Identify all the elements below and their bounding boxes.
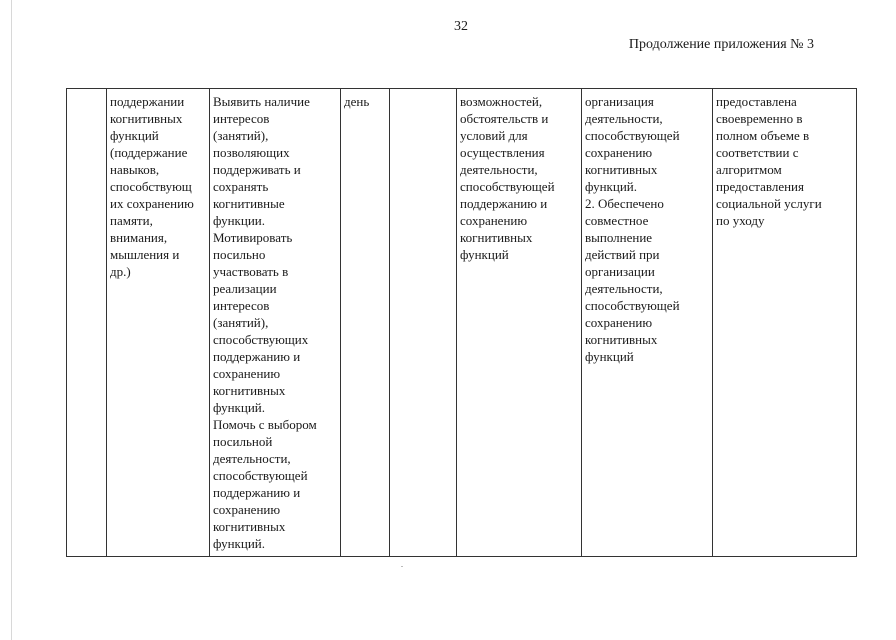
table-row bbox=[67, 89, 857, 557]
table-cell-evaluation: предоставлена своевременно в полном объеме в соответствии с алгоритмом предоставления социальной услуги по уходу bbox=[713, 89, 857, 557]
table-cell-duration bbox=[390, 89, 457, 557]
appendix-continuation-note: Продолжение приложения № 3 bbox=[628, 37, 814, 52]
table-cell-service-description: Выявить наличие интересов (занятий), позволяющих поддерживать и сохранять когнитивные функции. Мотивировать посильно участвовать в реализации интересов (занятий), способствующих поддержанию и сохранению когнитивных функций. Помочь с выбором посильной деятельности, способствующей поддержанию и сохранению когнитивных функций. bbox=[210, 89, 341, 557]
table-cell-number bbox=[67, 89, 107, 557]
services-table bbox=[66, 88, 857, 557]
page-number: 32 bbox=[454, 19, 468, 34]
scan-speck bbox=[401, 566, 403, 567]
table-cell-conditions: возможностей, обстоятельств и условий для осуществления деятельности, способствующей поддержанию и сохранению когнитивных функций bbox=[457, 89, 582, 557]
table-cell-service-name: поддержании когнитивных функций (поддержание навыков, способствующ их сохранению памяти, внимания, мышления и др.) bbox=[107, 89, 210, 557]
table-cell-quality-indicators: организация деятельности, способствующей сохранению когнитивных функций. 2. Обеспечено совместное выполнение действий при организации деятельности, способствующей сохранению когнитивных функций bbox=[582, 89, 713, 557]
page-left-edge bbox=[11, 0, 12, 640]
table-cell-frequency: день bbox=[341, 89, 390, 557]
